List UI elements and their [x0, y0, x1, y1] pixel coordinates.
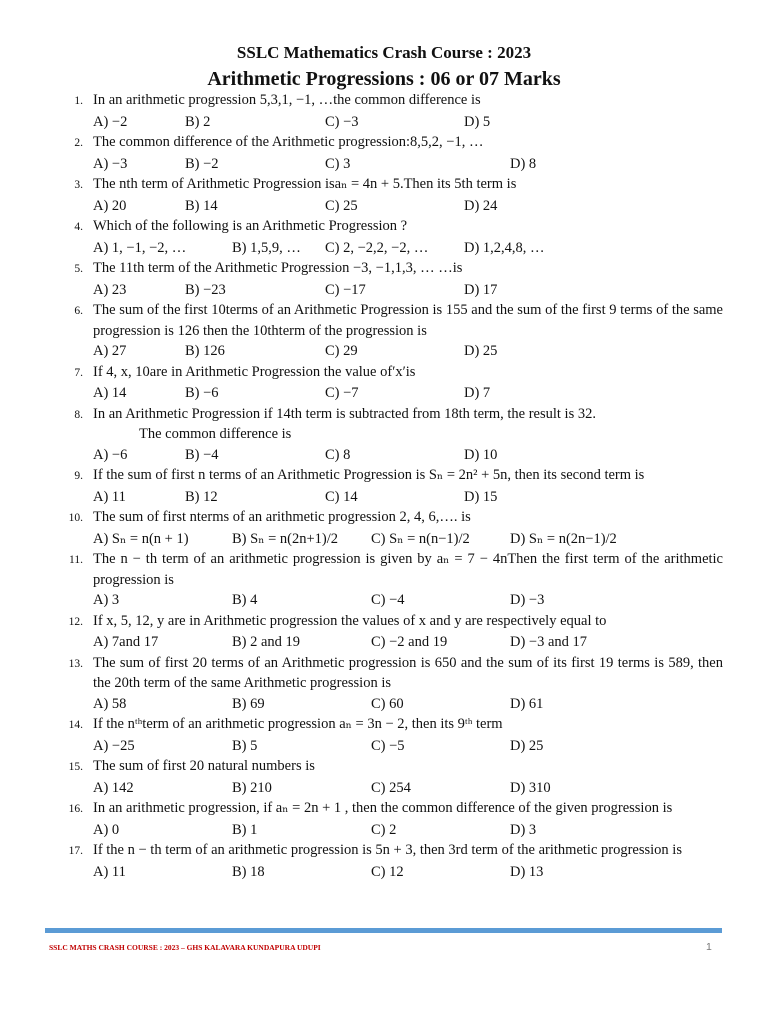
option-b: B) 1,5,9, … — [232, 239, 301, 256]
question-text-line: The common difference of the Arithmetic progression:8,5,2, −1, … — [93, 134, 484, 150]
option-c: C) −7 — [325, 385, 359, 401]
option-c: C) −2 and 19 — [371, 634, 448, 650]
option-c: C) 2 — [371, 821, 397, 838]
question-number: 7. — [74, 366, 83, 379]
option-c: C) 29 — [325, 343, 358, 359]
question-text — [93, 653, 723, 694]
question-item — [0, 714, 768, 756]
answer-options — [0, 238, 768, 259]
question-number: 10. — [68, 512, 83, 524]
question-text-line: If x, 5, 12, y are in Arithmetic progression the values of x and y are respectively equal to — [93, 612, 607, 629]
option-d: D) Sₙ = n(2n−1)/2 — [510, 530, 617, 547]
option-b: B) −2 — [185, 155, 219, 172]
answer-options — [0, 154, 768, 175]
question-number: 4. — [74, 221, 83, 233]
option-c: C) −3 — [325, 113, 359, 130]
question-item — [0, 216, 768, 258]
option-c: C) 8 — [325, 446, 351, 463]
option-a: A) −25 — [93, 737, 135, 754]
question-text-line: Which of the following is an Arithmetic Progression ? — [93, 218, 408, 234]
footer-divider — [45, 928, 722, 933]
option-b: B) 2 — [185, 113, 211, 130]
option-a: A) 23 — [93, 281, 127, 298]
option-d: D) 5 — [464, 113, 491, 130]
question-number: 13. — [68, 657, 83, 670]
answer-options — [0, 590, 768, 611]
option-c: C) 14 — [325, 488, 358, 505]
option-c: C) 25 — [325, 197, 358, 214]
question-number: 8. — [74, 408, 83, 421]
footer-text: SSLC MATHS CRASH COURSE : 2023 – GHS KALAVARA KUNDAPURA UDUPI — [49, 943, 321, 952]
option-b: B) −6 — [185, 385, 219, 401]
option-b: B) −23 — [185, 281, 226, 298]
option-c: C) 2, −2,2, −2, … — [325, 239, 429, 256]
option-b: B) 126 — [185, 343, 225, 359]
option-b: B) 1 — [232, 821, 258, 838]
question-text-line: The sum of first 20 terms of an Arithmetic progression is 650 and the sum of its first 19 terms is 589, then the 20th term of the same Arithmetic progression is — [93, 654, 723, 691]
answer-options — [0, 341, 768, 362]
question-number: 12. — [68, 615, 83, 628]
question-number: 9. — [74, 470, 83, 482]
option-c: C) 60 — [371, 695, 404, 712]
question-text — [93, 465, 723, 486]
option-a: A) Sₙ = n(n + 1) — [93, 530, 189, 547]
question-text — [93, 90, 723, 111]
option-d: D) 3 — [510, 821, 537, 838]
answer-options — [0, 112, 768, 133]
option-d: D) 24 — [464, 197, 498, 214]
option-a: A) 14 — [93, 385, 127, 401]
option-d: D) 25 — [510, 737, 544, 754]
question-text-line: If the n − th term of an arithmetic progression is 5n + 3, then 3rd term of the arithmetic progression is — [93, 842, 682, 858]
course-title: SSLC Mathematics Crash Course : 2023 — [236, 43, 532, 62]
question-text — [93, 840, 723, 861]
option-c: C) 12 — [371, 863, 404, 880]
question-text — [93, 362, 723, 383]
answer-options — [0, 487, 768, 508]
question-text-line: The 11th term of the Arithmetic Progression −3, −1,1,3, … …is — [93, 260, 463, 276]
question-text — [93, 714, 723, 735]
page-number: 1 — [706, 941, 712, 953]
question-text-line: If the nᵗʰterm of an arithmetic progression aₙ = 3n − 2, then its 9ᵗʰ term — [93, 716, 503, 732]
question-text-line: The n − th term of an arithmetic progression is given by aₙ = 7 − 4nThen the first term of the arithmetic progression is — [93, 551, 723, 588]
question-number: 14. — [68, 719, 83, 731]
option-d: D) 1,2,4,8, … — [464, 239, 545, 256]
question-text-line: The nth term of Arithmetic Progression isaₙ = 4n + 5.Then its 5th term is — [93, 176, 517, 192]
question-number: 15. — [68, 761, 83, 773]
answer-options — [0, 694, 768, 715]
question-item — [0, 300, 768, 362]
option-b: B) −4 — [185, 446, 219, 463]
question-item — [0, 404, 768, 466]
question-item — [0, 132, 768, 174]
option-b: B) 2 and 19 — [232, 634, 301, 650]
question-text-line: The sum of the first 10terms of an Arithmetic Progression is 155 and the sum of the first 9 terms of the same progression is 126 then the 10thterm of the progression is — [93, 302, 723, 339]
option-d: D) 10 — [464, 446, 498, 463]
question-text-line: In an Arithmetic Progression if 14th term is subtracted from 18th term, the result is 32. — [93, 405, 596, 422]
question-number: 6. — [74, 305, 83, 317]
option-a: A) 11 — [93, 488, 126, 505]
question-text — [93, 549, 723, 590]
question-text-line: The sum of first nterms of an arithmetic progression 2, 4, 6,…. is — [93, 509, 471, 525]
question-text — [93, 216, 723, 237]
option-b: B) 4 — [232, 592, 258, 608]
answer-options — [0, 778, 768, 799]
question-number: 2. — [74, 137, 83, 149]
option-d: D) 13 — [510, 863, 544, 880]
question-number: 3. — [74, 179, 83, 191]
option-b: B) 210 — [232, 779, 272, 796]
answer-options — [0, 529, 768, 550]
question-text — [93, 507, 723, 528]
question-number: 11. — [69, 554, 83, 566]
option-c: C) 254 — [371, 779, 411, 796]
option-c: C) Sₙ = n(n−1)/2 — [371, 530, 470, 547]
question-item — [0, 549, 768, 611]
option-a: A) 58 — [93, 695, 127, 712]
option-b: B) 69 — [232, 695, 265, 712]
question-item — [0, 756, 768, 798]
option-a: A) 27 — [93, 343, 127, 359]
question-list — [0, 90, 768, 882]
option-b: B) 14 — [185, 197, 218, 214]
question-item — [0, 90, 768, 132]
answer-options — [0, 383, 768, 404]
option-d: D) 8 — [510, 155, 537, 172]
answer-options — [0, 862, 768, 883]
answer-options — [0, 196, 768, 217]
question-item — [0, 798, 768, 840]
option-c: C) −17 — [325, 281, 366, 298]
answer-options — [0, 445, 768, 466]
chapter-title: Arithmetic Progressions : 06 or 07 Marks — [207, 68, 561, 90]
option-a: A) 20 — [93, 197, 127, 214]
option-d: D) 15 — [464, 488, 498, 505]
option-a: A) −6 — [93, 446, 128, 463]
question-item — [0, 840, 768, 882]
question-item — [0, 653, 768, 715]
option-d: D) 25 — [464, 343, 498, 359]
question-item — [0, 465, 768, 507]
question-item — [0, 507, 768, 549]
option-a: A) 142 — [93, 779, 134, 796]
question-text — [93, 132, 723, 153]
question-text-line: In an arithmetic progression 5,3,1, −1, …the common difference is — [93, 92, 481, 108]
option-d: D) 61 — [510, 695, 544, 712]
question-text-continuation: The common difference is — [139, 426, 292, 442]
answer-options — [0, 820, 768, 841]
question-text-line: If the sum of first n terms of an Arithmetic Progression is Sₙ = 2n² + 5n, then its second term is — [93, 467, 645, 483]
question-text — [93, 798, 723, 819]
question-item — [0, 362, 768, 404]
question-number: 16. — [68, 803, 83, 815]
question-text — [93, 611, 723, 632]
option-b: B) 12 — [185, 488, 218, 505]
question-number: 17. — [68, 845, 83, 857]
option-a: A) 7and 17 — [93, 634, 159, 650]
option-d: D) 17 — [464, 281, 498, 298]
option-a: A) 1, −1, −2, … — [93, 239, 187, 256]
question-text — [93, 756, 723, 777]
answer-options — [0, 280, 768, 301]
option-a: A) 11 — [93, 863, 126, 880]
question-text-line: If 4, x, 10are in Arithmetic Progression the value of′x′is — [93, 363, 416, 380]
question-text-line: In an arithmetic progression, if aₙ = 2n + 1 , then the common difference of the given progression is — [93, 800, 673, 816]
option-d: D) 310 — [510, 779, 551, 796]
option-b: B) Sₙ = n(2n+1)/2 — [232, 530, 339, 547]
question-text-line: The sum of first 20 natural numbers is — [93, 758, 315, 774]
option-d: D) −3 — [510, 592, 545, 608]
question-item — [0, 174, 768, 216]
question-text — [93, 174, 723, 195]
answer-options — [0, 736, 768, 757]
question-text — [93, 404, 723, 445]
option-a: A) 3 — [93, 592, 120, 608]
question-number: 5. — [74, 263, 83, 275]
option-c: C) −5 — [371, 737, 405, 754]
option-c: C) 3 — [325, 155, 351, 172]
question-item — [0, 611, 768, 653]
option-c: C) −4 — [371, 592, 405, 608]
question-text — [93, 300, 723, 341]
option-d: D) −3 and 17 — [510, 634, 588, 650]
question-number: 1. — [74, 95, 83, 107]
option-b: B) 5 — [232, 737, 258, 754]
option-a: A) −2 — [93, 113, 128, 130]
option-d: D) 7 — [464, 385, 491, 401]
option-a: A) −3 — [93, 155, 128, 172]
option-b: B) 18 — [232, 863, 265, 880]
question-item — [0, 258, 768, 300]
question-text — [93, 258, 723, 279]
option-a: A) 0 — [93, 821, 120, 838]
answer-options — [0, 632, 768, 653]
